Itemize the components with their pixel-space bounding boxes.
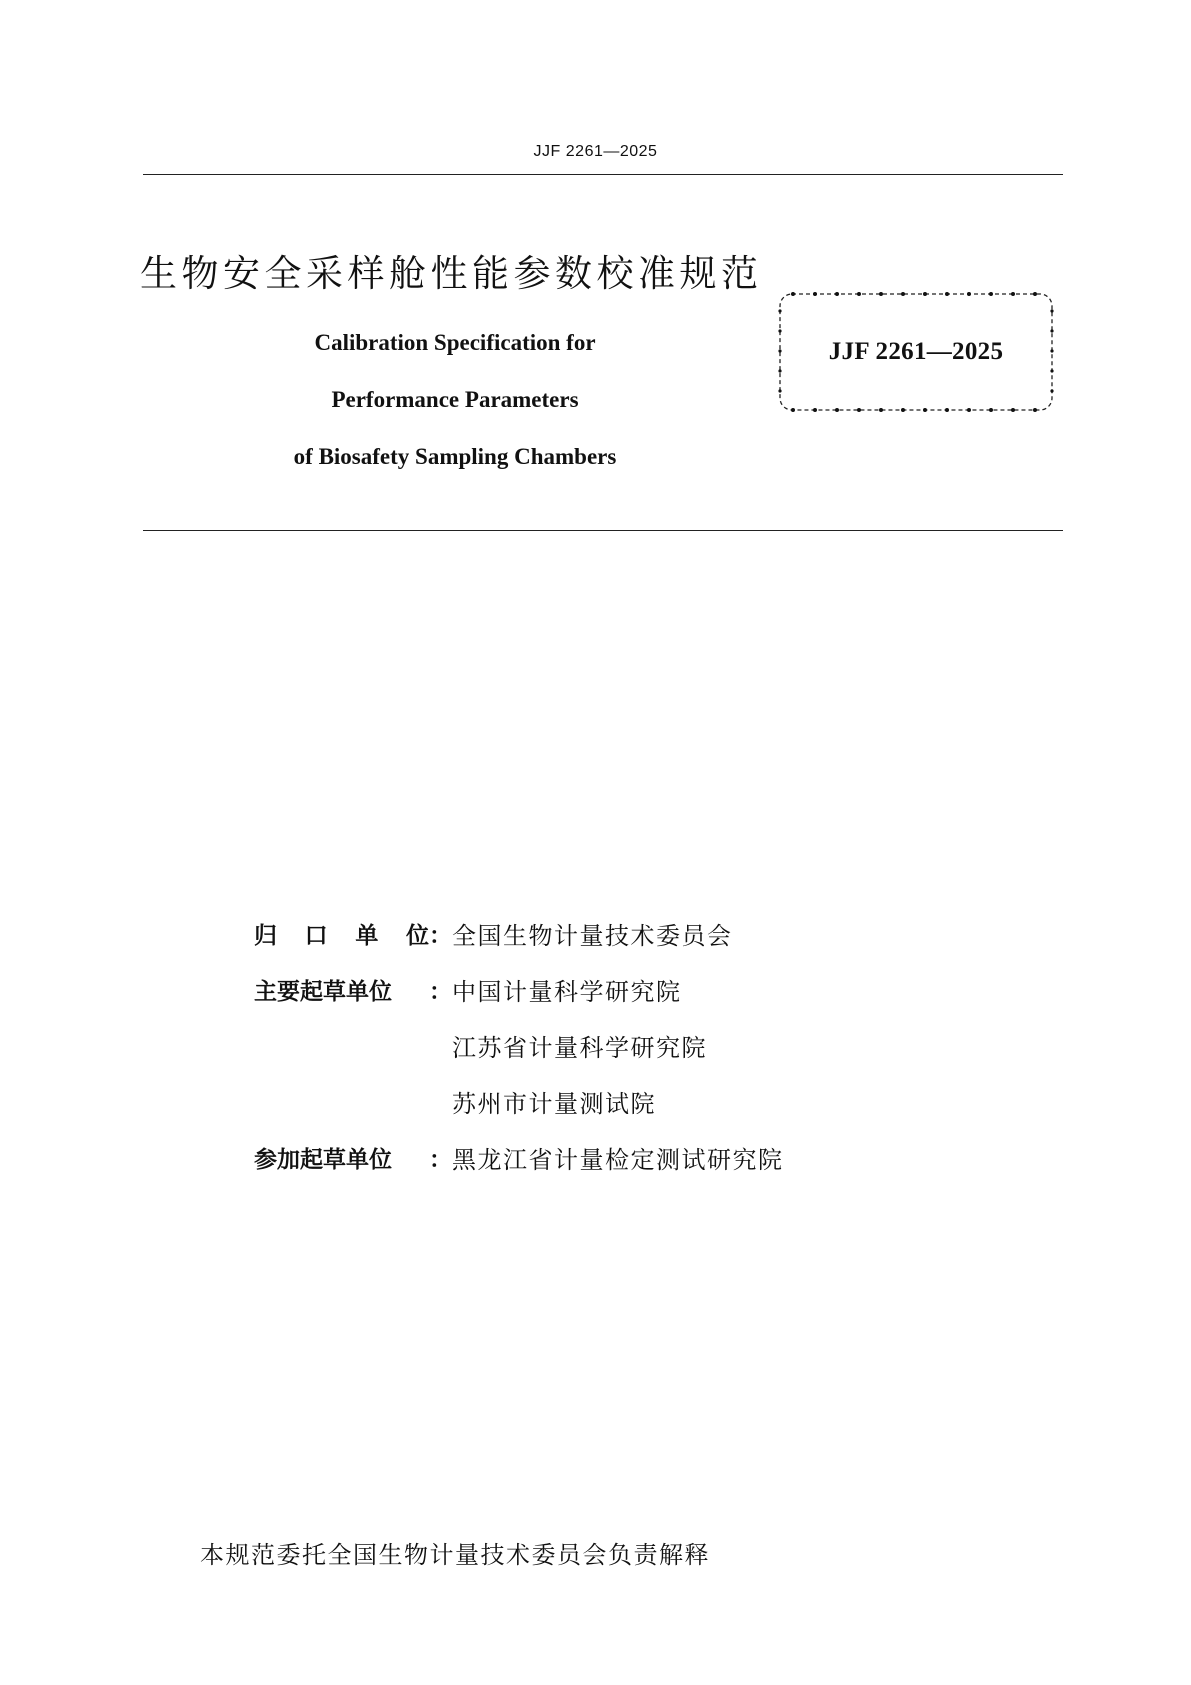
title-english-line: Calibration Specification for bbox=[314, 330, 596, 355]
main-drafting-row bbox=[254, 1017, 784, 1073]
running-header-code: JJF 2261—2025 bbox=[533, 143, 658, 160]
participating-drafting-label: 参加起草单位 ： bbox=[254, 1146, 452, 1173]
participating-drafting-value: 黑龙江省计量检定测试研究院 bbox=[452, 1145, 784, 1174]
responsible-unit-label: 归 口 单 位 ： bbox=[254, 922, 452, 949]
main-drafting-label: 主要起草单位 ： bbox=[254, 978, 452, 1005]
standard-code: JJF 2261—2025 bbox=[828, 338, 1004, 365]
header-rule bbox=[143, 174, 1063, 175]
standard-code-box bbox=[777, 291, 1055, 413]
main-drafting-row bbox=[254, 961, 784, 1017]
title-chinese: 生物安全采样舱性能参数校准规范 bbox=[140, 252, 763, 295]
title-english-line: Performance Parameters bbox=[331, 387, 579, 412]
title-english bbox=[240, 314, 670, 485]
interpretation-note: 本规范委托全国生物计量技术委员会负责解释 bbox=[200, 1541, 710, 1569]
participating-drafting-row bbox=[254, 1129, 784, 1185]
main-drafting-value: 中国计量科学研究院 bbox=[452, 977, 682, 1006]
section-rule bbox=[143, 530, 1063, 531]
responsible-unit-row bbox=[254, 905, 784, 961]
main-drafting-value: 苏州市计量测试院 bbox=[452, 1089, 656, 1118]
organizations-block bbox=[254, 905, 784, 1185]
main-drafting-row bbox=[254, 1073, 784, 1129]
title-english-line: of Biosafety Sampling Chambers bbox=[293, 444, 617, 469]
responsible-unit-value: 全国生物计量技术委员会 bbox=[452, 921, 733, 950]
main-drafting-value: 江苏省计量科学研究院 bbox=[452, 1033, 707, 1062]
